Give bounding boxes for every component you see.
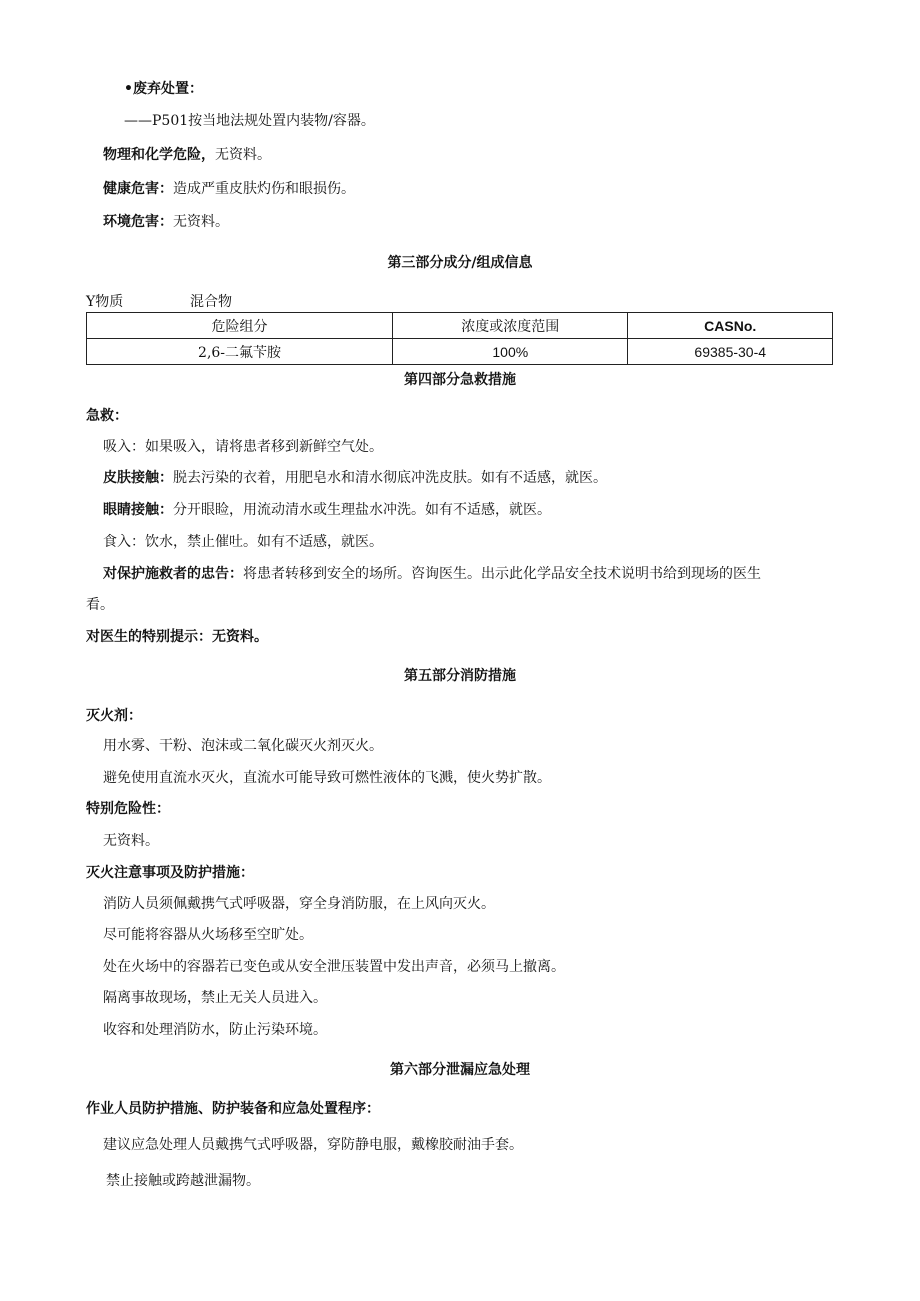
extinguish-text-1: 用水雾、干粉、泡沫或二氧化碳灭火剂灭火。	[103, 738, 383, 754]
header-concentration: 浓度或浓度范围	[393, 313, 628, 339]
section4-heading: 第四部分急救措施	[404, 372, 516, 388]
extinguish-text-2: 避免使用直流水灭火，直流水可能导致可燃性液体的飞溅，使火势扩散。	[103, 770, 551, 786]
precaution-item: 尽可能将容器从火场移至空旷处。	[103, 927, 313, 943]
table-header-row	[87, 313, 833, 339]
header-cas: CASNo.	[628, 313, 833, 339]
table-row	[87, 339, 833, 365]
rescuer-advice-continued: 看。	[86, 597, 114, 613]
precaution-item: 处在火场中的容器若已变色或从安全泄压装置中发出声音，必须马上撤离。	[103, 959, 565, 975]
env-hazard-label: 环境危害：	[103, 214, 173, 230]
first-aid-label: 急救：	[86, 408, 128, 424]
mixture-label: 混合物	[190, 294, 232, 310]
cell-component: 2,6-二氟苄胺	[87, 339, 393, 365]
rescuer-advice-text: 将患者转移到安全的场所。咨询医生。出示此化学品安全技术说明书给到现场的医生	[243, 566, 761, 582]
cell-concentration: 100%	[393, 339, 628, 365]
eye-contact	[103, 501, 551, 519]
section6-heading: 第六部分泄漏应急处理	[390, 1062, 530, 1078]
eye-contact-label: 眼睛接触：	[103, 502, 173, 518]
section5-heading: 第五部分消防措施	[404, 668, 516, 684]
p501-statement: ——P501按当地法规处置内装物/容器。	[124, 113, 375, 129]
precaution-item: 收容和处理消防水，防止污染环境。	[103, 1022, 327, 1038]
doctor-note: 对医生的特别提示：无资料。	[86, 629, 268, 645]
ingest-text: 食入：饮水，禁止催吐。如有不适感，就医。	[103, 534, 383, 550]
personnel-label: 作业人员防护措施、防护装备和应急处置程序：	[86, 1101, 380, 1117]
inhale-text: 吸入：如果吸入，请将患者移到新鲜空气处。	[103, 439, 383, 455]
composition-table	[86, 312, 833, 365]
personnel-text-1: 建议应急处理人员戴携气式呼吸器，穿防静电服，戴橡胶耐油手套。	[103, 1137, 523, 1153]
env-hazard	[103, 213, 229, 231]
personnel-text-2: 禁止接触或跨越泄漏物。	[106, 1173, 260, 1189]
precaution-item: 隔离事故现场，禁止无关人员进入。	[103, 990, 327, 1006]
eye-contact-text: 分开眼睑，用流动清水或生理盐水冲洗。如有不适感，就医。	[173, 502, 551, 518]
physical-hazard	[103, 146, 271, 164]
section3-heading: 第三部分成分/组成信息	[387, 255, 533, 271]
health-hazard-text: 造成严重皮肤灼伤和眼损伤。	[173, 181, 355, 197]
rescuer-advice-label: 对保护施救者的忠告：	[103, 566, 243, 582]
env-hazard-text: 无资料。	[173, 214, 229, 230]
disposal-title: •废弃处置：	[124, 81, 203, 97]
special-hazard-text: 无资料。	[103, 833, 159, 849]
skin-contact	[103, 469, 607, 487]
health-hazard-label: 健康危害：	[103, 181, 173, 197]
substance-label: Y物质	[86, 294, 124, 310]
rescuer-advice	[103, 565, 761, 583]
special-hazard-label: 特别危险性：	[86, 801, 170, 817]
precautions-label: 灭火注意事项及防护措施：	[86, 865, 254, 881]
extinguish-label: 灭火剂：	[86, 708, 142, 724]
physical-hazard-label: 物理和化学危险，	[103, 147, 215, 163]
skin-contact-label: 皮肤接触：	[103, 470, 173, 486]
cell-cas: 69385-30-4	[628, 339, 833, 365]
precaution-item: 消防人员须佩戴携气式呼吸器，穿全身消防服，在上风向灭火。	[103, 896, 495, 912]
physical-hazard-text: 无资料。	[215, 147, 271, 163]
health-hazard	[103, 180, 355, 198]
skin-contact-text: 脱去污染的衣着，用肥皂水和清水彻底冲洗皮肤。如有不适感，就医。	[173, 470, 607, 486]
header-component: 危险组分	[87, 313, 393, 339]
